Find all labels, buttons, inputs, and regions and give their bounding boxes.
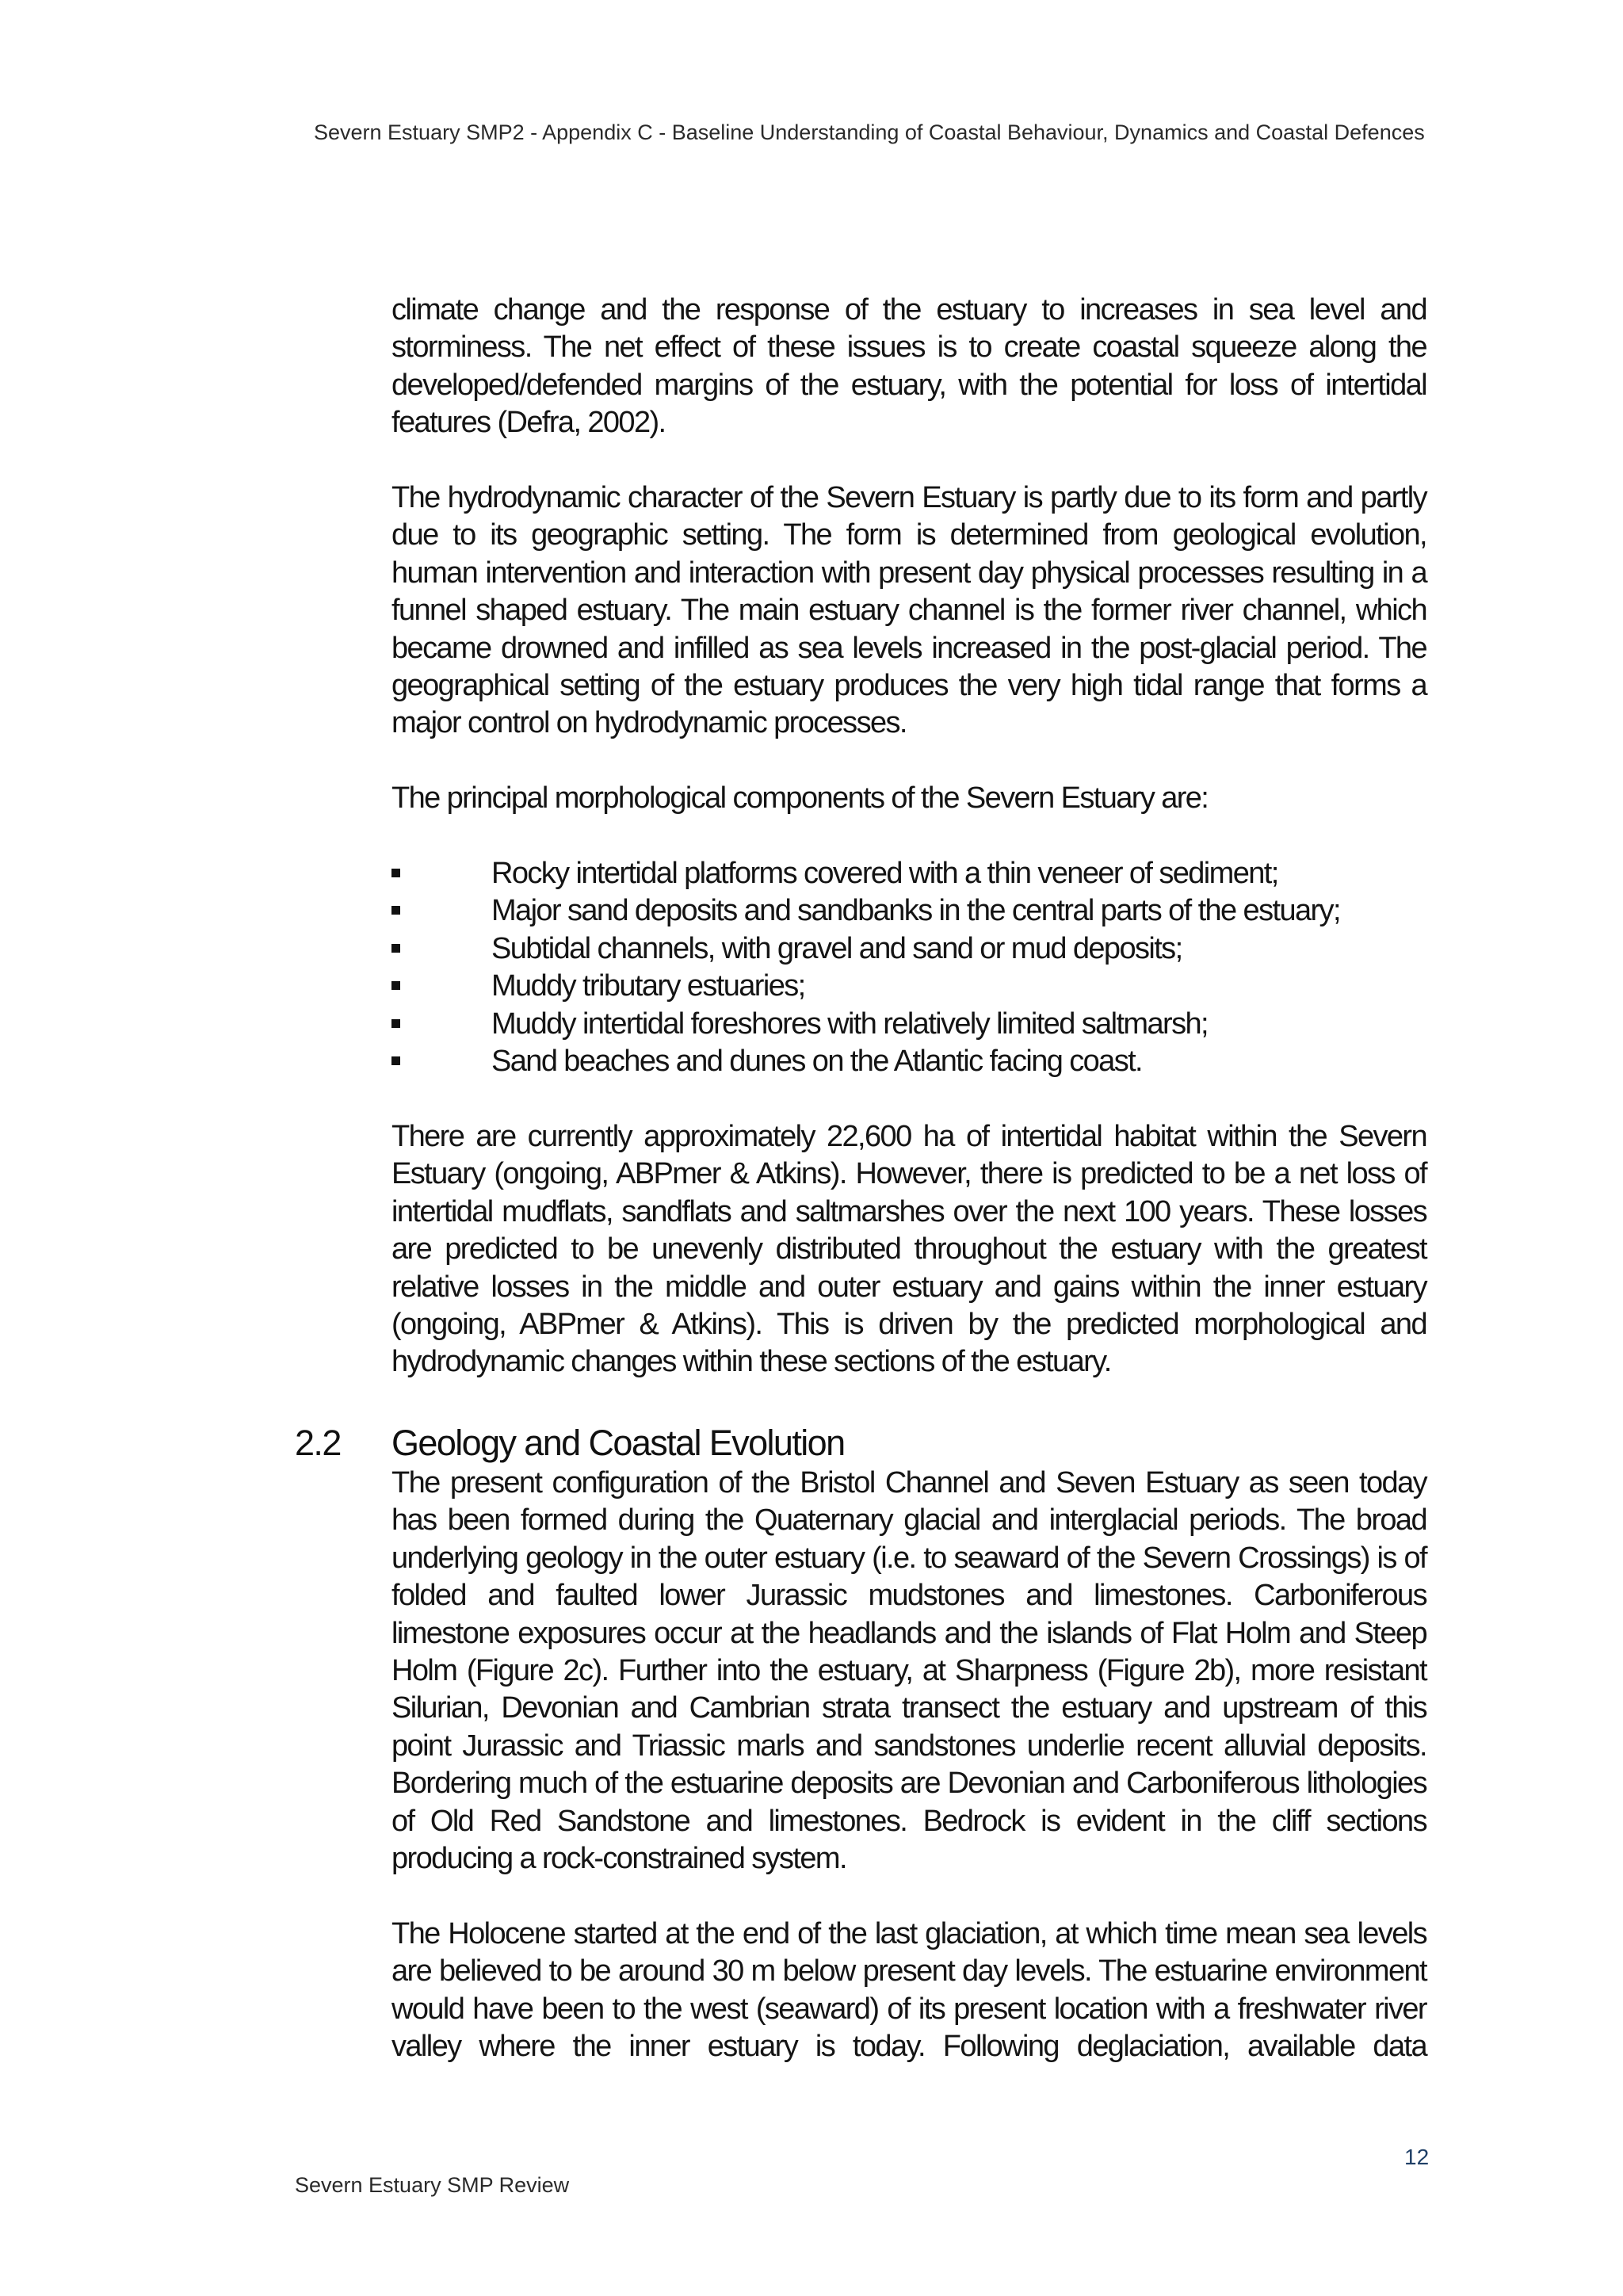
list-item [391,1043,1426,1080]
section-number: 2.2 [295,1423,341,1463]
body-text-column [391,292,1426,1419]
square-bullet-icon [391,944,400,953]
section-heading [295,1421,845,1465]
list-item-text: Subtidal channels, with gravel and sand or mud deposits; [491,931,1182,965]
section-title: Geology and Coastal Evolution [391,1423,845,1463]
paragraph-intertidal-habitat: There are currently approximately 22,600 ha of intertidal habitat within the Severn Estuary (ongoing, ABPmer & Atkins). However, there is predicted to be a net loss of intertidal mudflats, sandflats and saltmarshes over the next 100 years. These losses are predicted to be unevenly distributed throughout the estuary with the greatest relative losses in the middle and outer estuary and gains within the inner estuary (ongoing, ABPmer & Atkins). This is driven by the predicted morphological and hydrodynamic changes within these sections of the estuary. [391,1119,1426,1379]
square-bullet-icon [391,1056,400,1065]
list-item [391,892,1426,930]
list-item-text: Rocky intertidal platforms covered with a thin veneer of sediment; [491,857,1278,891]
paragraph-holocene: The Holocene started at the end of the last glaciation, at which time mean sea levels are believed to be around 30 m below present day levels. The estuarine environment would have been to the west (seaward) of its present location with a freshwater river valley where the inner estuary is today. Following deglaciation, available data [391,1916,1426,2064]
paragraph-geology: The present configuration of the Bristol Channel and Seven Estuary as seen today has been formed during the Quaternary glacial and interglacial periods. The broad underlying geology in the outer estuary (i.e. to seaward of the Severn Crossings) is of folded and faulted lower Jurassic mudstones and limestones. Carboniferous limestone exposures occur at the headlands and the islands of Flat Holm and Steep Holm (Figure 2c). Further into the estuary, at Sharpness (Figure 2b), more resistant Silurian, Devonian and Cambrian strata transect the estuary and upstream of this point Jurassic and Triassic marls and sandstones underlie recent alluvial deposits. Bordering much of the estuarine deposits are Devonian and Carboniferous lithologies of Old Red Sandstone and limestones. Bedrock is evident in the cliff sections producing a rock-constrained system. [391,1466,1426,1876]
paragraph-morphological-intro: The principal morphological components of the Severn Estuary are: [391,781,1209,816]
square-bullet-icon [391,869,400,877]
list-item [391,855,1426,892]
paragraph-climate-change: climate change and the response of the estuary to increases in sea level and storminess. The net effect of these issues is to create coastal squeeze along the developed/defended margins of the estuary, with the potential for loss of intertidal features (Defra, 2002). [391,293,1426,440]
list-item-text: Muddy tributary estuaries; [491,969,805,1003]
square-bullet-icon [391,906,400,915]
paragraph-hydrodynamic-character: The hydrodynamic character of the Severn Estuary is partly due to its form and partly due to its geographic setting. The form is determined from geological evolution, human intervention and interaction with present day physical processes resulting in a funnel shaped estuary. The main estuary channel is the former river channel, which became drowned and infilled as sea levels increased in the post-glacial period. The geographical setting of the estuary produces the very high tidal range that forms a major control on hydrodynamic processes. [391,481,1426,740]
running-header: Severn Estuary SMP2 - Appendix C - Baseline Understanding of Coastal Behaviour, Dynamics and Coastal Defences [314,120,1425,144]
list-item-text: Muddy intertidal foreshores with relatively limited saltmarsh; [491,1007,1208,1041]
section-body [391,1465,1426,2065]
square-bullet-icon [391,1019,400,1028]
list-item [391,1006,1426,1043]
page-number: 12 [1404,2145,1430,2169]
list-item-text: Major sand deposits and sandbanks in the central parts of the estuary; [491,894,1340,928]
list-item [391,968,1426,1005]
square-bullet-icon [391,981,400,990]
list-item [391,930,1426,968]
list-item-text: Sand beaches and dunes on the Atlantic facing coast. [491,1045,1143,1079]
morphological-components-list [391,855,1426,1080]
running-footer: Severn Estuary SMP Review [295,2173,570,2197]
